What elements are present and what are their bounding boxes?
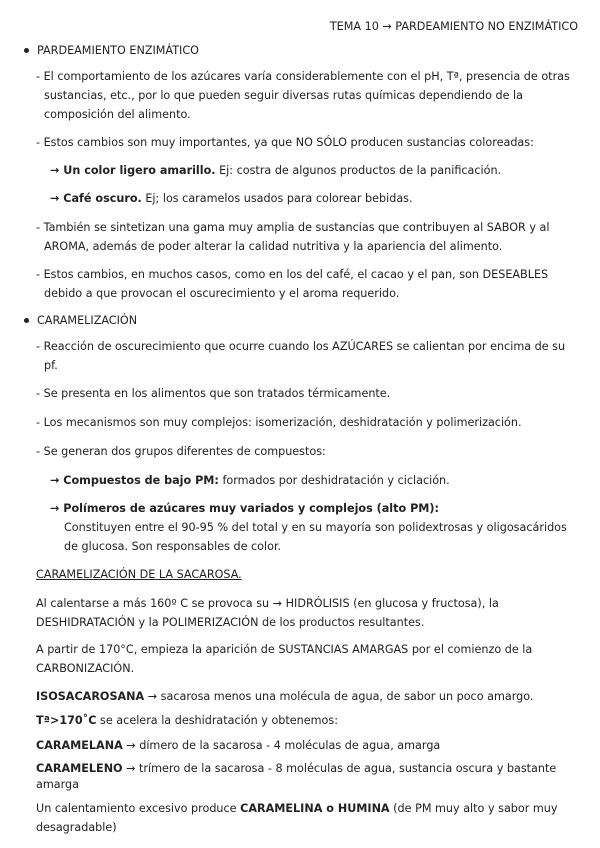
arrow-item: → Café oscuro. Ej; los caramelos usados para colorear bebidas.: [50, 192, 413, 205]
page-header-title: TEMA 10 → PARDEAMIENTO NO ENZIMÁTICO: [329, 20, 578, 33]
paragraph: - Reacción de oscurecimiento que ocurre cuando los AZÚCARES se calientan por encima de su pf.: [36, 340, 566, 372]
paragraph: ISOSACAROSANA → sacarosa menos una molécula de agua, de sabor un poco amargo.: [36, 690, 534, 703]
paragraph: Un calentamiento excesivo produce CARAMELINA o HUMINA (de PM muy alto y sabor muy desagradable): [36, 802, 558, 834]
bullet-icon: [24, 48, 29, 53]
paragraph: - Estos cambios son muy importantes, ya que NO SÓLO producen sustancias coloreadas:: [36, 136, 534, 149]
bullet-icon: [24, 318, 29, 323]
arrow-item: → Polímeros de azúcares muy variados y complejos (alto PM): Constituyen entre el 90-95 % del total y en su mayoría son polidextrosas y oligosacáridos de glucosa. Son responsables de color.: [50, 502, 567, 553]
paragraph: - También se sintetizan una gama muy amplia de sustancias que contribuyen al SABOR y al AROMA, además de poder alterar la calidad nutritiva y la apariencia del alimento.: [36, 221, 550, 253]
paragraph: Tª>170˚C se acelera la deshidratación y obtenemos:: [36, 714, 338, 727]
paragraph: - Se generan dos grupos diferentes de compuestos:: [36, 445, 326, 458]
paragraph: - Se presenta en los alimentos que son tratados térmicamente.: [36, 387, 391, 400]
paragraph: CARAMELENO → trímero de la sacarosa - 8 moléculas de agua, sustancia oscura y bastante amarga: [36, 762, 557, 791]
paragraph: Al calentarse a más 160º C se provoca su → HIDRÓLISIS (en glucosa y fructosa), la DESHIDRATACIÓN y la POLIMERIZACIÓN de los productos resultantes.: [36, 597, 499, 629]
section-heading-pardeamiento-enzimatico: PARDEAMIENTO ENZIMÁTICO: [24, 44, 199, 57]
paragraph: - El comportamiento de los azúcares varía considerablemente con el pH, Tª, presencia de otras sustancias, etc., por lo que pueden seguir diversas rutas químicas dependiendo de la composición del alimento.: [36, 70, 570, 121]
paragraph: - Estos cambios, en muchos casos, como en los del café, el cacao y el pan, son DESEABLES debido a que provocan el oscurecimiento y el aroma requerido.: [36, 268, 549, 300]
paragraph: A partir de 170°C, empieza la aparición de SUSTANCIAS AMARGAS por el comienzo de la CARBONIZACIÓN.: [36, 643, 533, 675]
paragraph: - Los mecanismos son muy complejos: isomerización, deshidratación y polimerización.: [36, 416, 522, 429]
arrow-item: → Un color ligero amarillo. Ej: costra de algunos productos de la panificación.: [50, 164, 502, 177]
arrow-item: → Compuestos de bajo PM: formados por deshidratación y ciclación.: [50, 474, 450, 487]
section-heading-sacarosa: CARAMELIZACIÓN DE LA SACAROSA.: [36, 568, 242, 581]
paragraph: CARAMELANA → dímero de la sacarosa - 4 moléculas de agua, amarga: [36, 739, 441, 752]
section-heading-caramelizacion: CARAMELIZACIÓN: [24, 314, 137, 327]
